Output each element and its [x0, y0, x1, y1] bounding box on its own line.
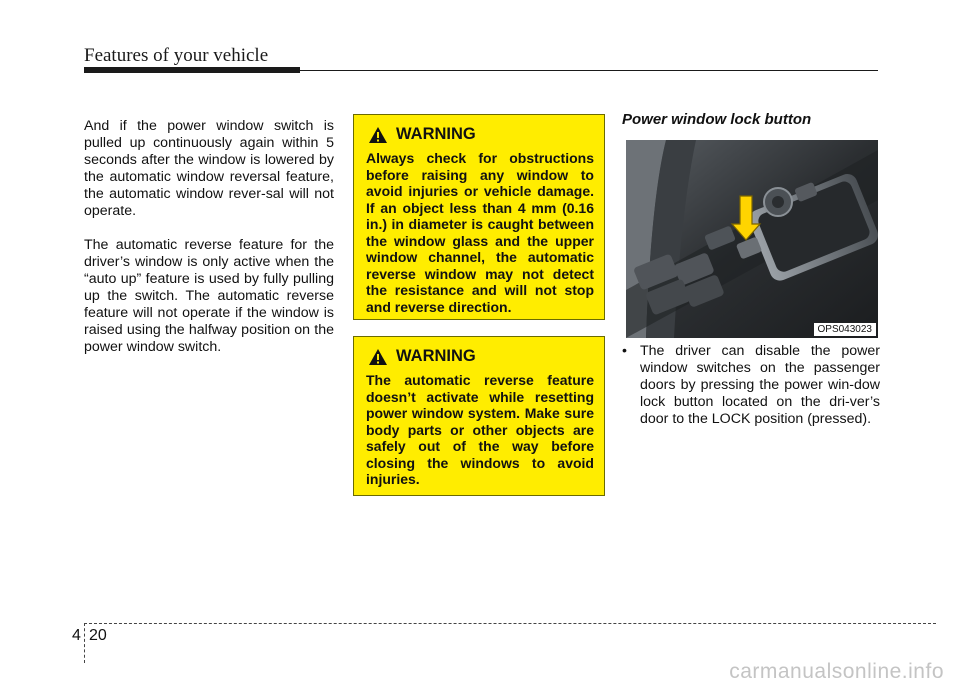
page-header-title: Features of your vehicle	[84, 45, 269, 66]
warning-title: WARNING	[396, 125, 476, 143]
figure-code: OPS043023	[814, 323, 877, 336]
section-title: Power window lock button	[622, 111, 812, 128]
warning-header	[366, 347, 594, 366]
warning-body: Always check for obstructions before raising any window to avoid injuries or vehicle damage. If an object less than 4 mm (0.16 in.) in diameter is caught between the window glass and the upper window channel, the automatic reverse window may not detect the resistance and will not stop and reverse direction.	[366, 150, 594, 315]
footer-rule	[84, 623, 936, 624]
paragraph: And if the power window switch is pulled up continuously again within 5 seconds after the window is lowered by the automatic window reversal feature, the automatic window rever-sal will not operate.	[84, 118, 334, 219]
warning-triangle-icon	[368, 348, 388, 366]
footer-divider	[84, 623, 85, 663]
warning-triangle-icon	[368, 126, 388, 144]
warning-box	[353, 336, 605, 496]
bullet-text: The driver can disable the power window switches on the passenger doors by pressing the power win-dow lock button located on the dri-ver’s door to the LOCK position (pressed).	[640, 343, 880, 427]
window-switch-photo	[626, 140, 878, 338]
warning-body: The automatic reverse feature doesn’t activate while resetting power window system. Make sure body parts or other objects are safely out of the way before closing the windows to avoid injuries.	[366, 372, 594, 487]
left-column	[84, 118, 334, 373]
page-number: 20	[89, 627, 107, 644]
warning-box	[353, 114, 605, 320]
paragraph: The automatic reverse feature for the driver’s window is only active when the “auto up” feature is used by fully pulling up the switch. The automatic reverse feature will not operate if the window is raised using the halfway position on the power window switch.	[84, 237, 334, 355]
bullet-dot: •	[622, 343, 627, 359]
bullet-item	[622, 343, 880, 428]
watermark: carmanualsonline.info	[729, 660, 944, 683]
header-rule-thin	[300, 70, 878, 71]
chapter-number: 4	[72, 627, 81, 644]
warning-header	[366, 125, 594, 144]
warning-title: WARNING	[396, 347, 476, 365]
header-rule-thick	[84, 67, 300, 73]
door-panel-illustration	[626, 140, 878, 338]
